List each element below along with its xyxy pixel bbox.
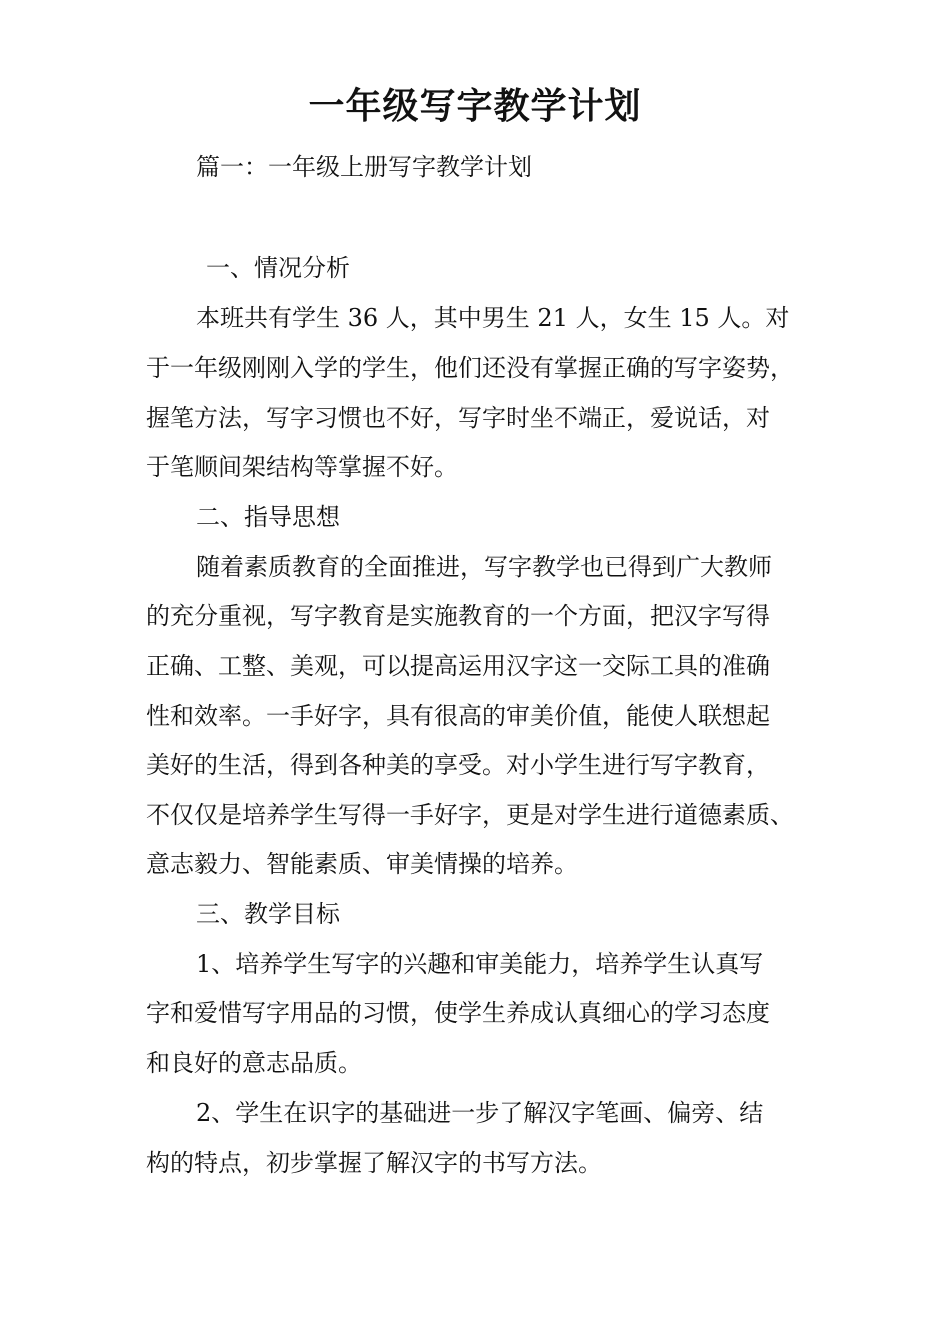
paragraph-line: 和良好的意志品质。 [146, 1049, 362, 1077]
paragraph-line: 美好的生活，得到各种美的享受。对小学生进行写字教育， [146, 751, 770, 779]
section-heading-guiding-ideology: 二、指导思想 [196, 503, 340, 531]
paragraph-line: 握笔方法，写字习惯也不好，写字时坐不端正，爱说话，对 [146, 404, 770, 432]
document-title: 一年级写字教学计划 [308, 86, 642, 127]
section-heading-situation: 一、情况分析 [206, 254, 350, 282]
paragraph-line: 的充分重视，写字教育是实施教育的一个方面，把汉字写得 [146, 602, 770, 630]
paragraph-line: 构的特点，初步掌握了解汉字的书写方法。 [146, 1149, 602, 1177]
document-subtitle: 篇一：一年级上册写字教学计划 [196, 153, 532, 181]
paragraph-line: 本班共有学生 36 人，其中男生 21 人，女生 15 人。对 [196, 304, 790, 332]
paragraph-line: 性和效率。一手好字，具有很高的审美价值，能使人联想起 [146, 702, 770, 730]
paragraph-line: 正确、工整、美观，可以提高运用汉字这一交际工具的准确 [146, 652, 770, 680]
paragraph-line: 1、培养学生写字的兴趣和审美能力，培养学生认真写 [196, 950, 764, 978]
paragraph-line: 不仅仅是培养学生写得一手好字，更是对学生进行道德素质、 [146, 801, 794, 829]
paragraph-line: 字和爱惜写字用品的习惯，使学生养成认真细心的学习态度 [146, 999, 770, 1027]
paragraph-line: 于一年级刚刚入学的学生，他们还没有掌握正确的写字姿势， [146, 354, 794, 382]
paragraph-line: 于笔顺间架结构等掌握不好。 [146, 453, 458, 481]
paragraph-line: 意志毅力、智能素质、审美情操的培养。 [146, 850, 578, 878]
section-heading-teaching-goals: 三、教学目标 [196, 900, 340, 928]
paragraph-line: 随着素质教育的全面推进，写字教学也已得到广大教师 [196, 553, 772, 581]
paragraph-line: 2、学生在识字的基础进一步了解汉字笔画、偏旁、结 [196, 1099, 764, 1127]
